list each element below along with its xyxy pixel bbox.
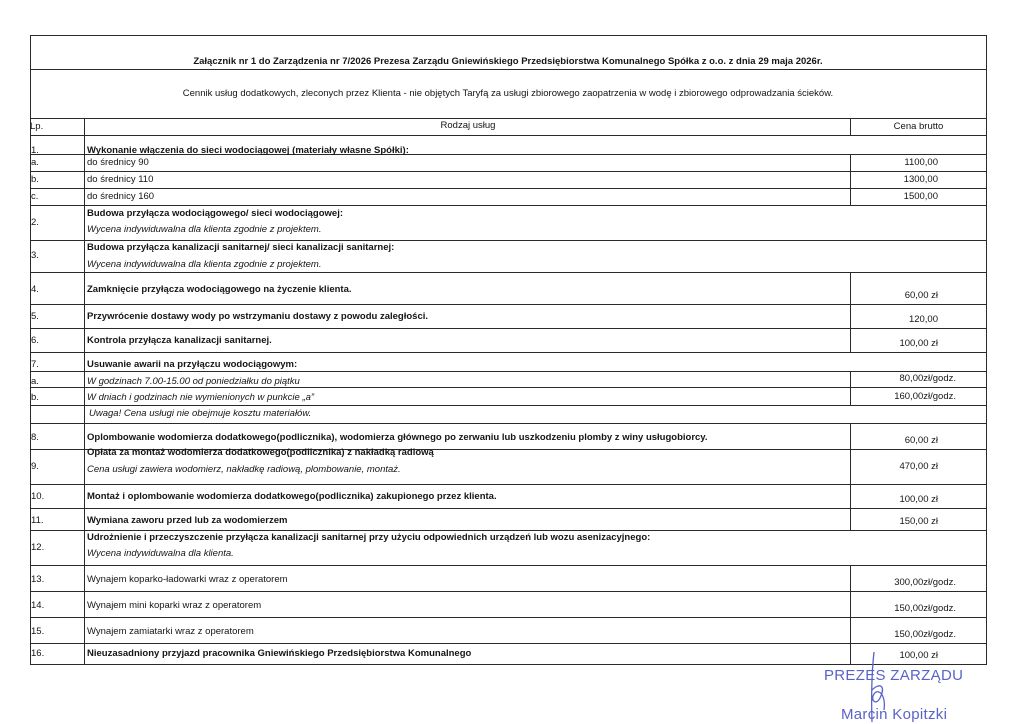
column-header-price: Cena brutto [893,121,944,132]
service-name: do średnicy 160 [87,191,155,202]
service-price: 80,00zł/godz. [899,373,956,384]
row-number: b. [31,174,39,185]
service-price: 120,00 [908,314,938,325]
service-name: Zamknięcie przyłącza wodociągowego na życzenie klienta. [87,284,352,295]
service-name: Udrożnienie i przeczyszczenie przyłącza kanalizacji sanitarnej przy użyciu odpowiednich urządzeń lub wozu asenizacyjnego: [87,532,651,543]
service-name: Montaż i oplombowanie wodomierza dodatkowego(podlicznika) zakupionego przez klienta. [87,491,497,502]
row-number: 12. [31,541,45,553]
service-name: Opłata za montaż wodomierza dodatkowego(podlicznika) z nakładką radiową [87,447,434,458]
service-name: Budowa przyłącza wodociągowego/ sieci wodociągowej: [87,208,344,219]
service-price: 100,00 zł [899,338,938,349]
row-number: 15. [31,626,45,637]
service-price: 60,00 zł [904,290,938,301]
service-name: Kontrola przyłącza kanalizacji sanitarnej. [87,335,272,346]
service-note: Cena usługi zawiera wodomierz, nakładkę radiową, plombowanie, montaż. [87,464,401,475]
service-name: do średnicy 110 [87,174,154,185]
row-number: b. [31,392,39,403]
document-title: Załącznik nr 1 do Zarządzenia nr 7/2026 Prezesa Zarządu Gniewińskiego Przedsiębiorstwa Komunalnego Spółka z o.o. z dnia 29 maja 2026r. [193,56,823,67]
row-number: a. [31,376,39,387]
service-note: Wycena indywiduwalna dla klienta. [87,548,234,559]
service-name: Oplombowanie wodomierza dodatkowego(podlicznika), wodomierza głównego po zerwaniu lub uszkodzeniu plomby z winy usługobiorcy. [87,432,708,443]
service-price: 100,00 zł [899,650,938,661]
service-price: 300,00zł/godz. [894,577,956,588]
service-name: Przywrócenie dostawy wody po wstrzymaniu dostawy z powodu zaległości. [87,311,429,322]
service-name: Wynajem mini koparki wraz z operatorem [87,600,262,611]
service-price: 1300,00 [903,174,938,185]
column-header-lp: Lp. [30,121,44,132]
service-price: 470,00 zł [899,460,938,472]
service-price: 100,00 zł [899,494,938,505]
row-number: 1. [31,145,39,156]
service-note: Wycena indywiduwalna dla klienta zgodnie z projektem. [87,259,322,270]
row-number: 2. [31,216,39,228]
service-name: Wykonanie włączenia do sieci wodociągowej (materiały własne Spółki): [87,145,409,156]
row-number: 16. [31,648,45,659]
row-number: 9. [31,460,39,472]
service-name: W godzinach 7.00-15.00 od poniedziałku do piątku [87,376,300,387]
row-number: 10. [31,491,45,502]
stamp-title: PREZES ZARZĄDU [824,667,964,684]
service-name: W dniach i godzinach nie wymienionych w punkcie „a” [87,392,315,403]
service-name: Nieuzasadniony przyjazd pracownika Gniewińskiego Przedsiębiorstwa Komunalnego [87,648,472,659]
service-name: Wynajem koparko-ładowarki wraz z operatorem [87,574,288,585]
service-name: Uwaga! Cena usługi nie obejmuje kosztu materiałów. [89,408,312,419]
document-subtitle: Cennik usług dodatkowych, zleconych przez Klienta - nie objętych Taryfą za usługi zbiorowego zaopatrzenia w wodę i zbiorowego odprowadzania ścieków. [182,88,834,99]
row-number: 8. [31,432,39,443]
service-note: Wycena indywiduwalna dla klienta zgodnie z projektem. [87,224,322,235]
row-number: 7. [31,359,39,370]
stamp-name: Marcin Kopitzki [841,706,948,723]
service-price: 160,00zł/godz. [894,391,956,402]
service-price: 1100,00 [904,157,938,168]
row-number: 4. [31,284,39,295]
service-price: 1500,00 [903,191,938,202]
row-number: 14. [31,600,45,611]
row-number: 5. [31,311,39,322]
service-price: 150,00zł/godz. [894,629,956,640]
row-number: 11. [31,515,44,526]
row-number: a. [31,157,39,168]
service-name: Wynajem zamiatarki wraz z operatorem [87,626,254,637]
service-name: Usuwanie awarii na przyłączu wodociągowym: [87,359,298,370]
row-number: c. [31,191,39,202]
service-price: 150,00zł/godz. [894,603,956,614]
row-number: 13. [31,574,45,585]
service-name: do średnicy 90 [87,157,149,168]
service-price: 150,00 zł [899,516,938,527]
row-number: 6. [31,335,39,346]
service-price: 60,00 zł [904,435,938,446]
service-name: Budowa przyłącza kanalizacji sanitarnej/ sieci kanalizacji sanitarnej: [87,242,395,253]
service-name: Wymiana zaworu przed lub za wodomierzem [87,515,288,526]
column-header-service: Rodzaj usług [440,120,496,131]
row-number: 3. [31,250,39,261]
